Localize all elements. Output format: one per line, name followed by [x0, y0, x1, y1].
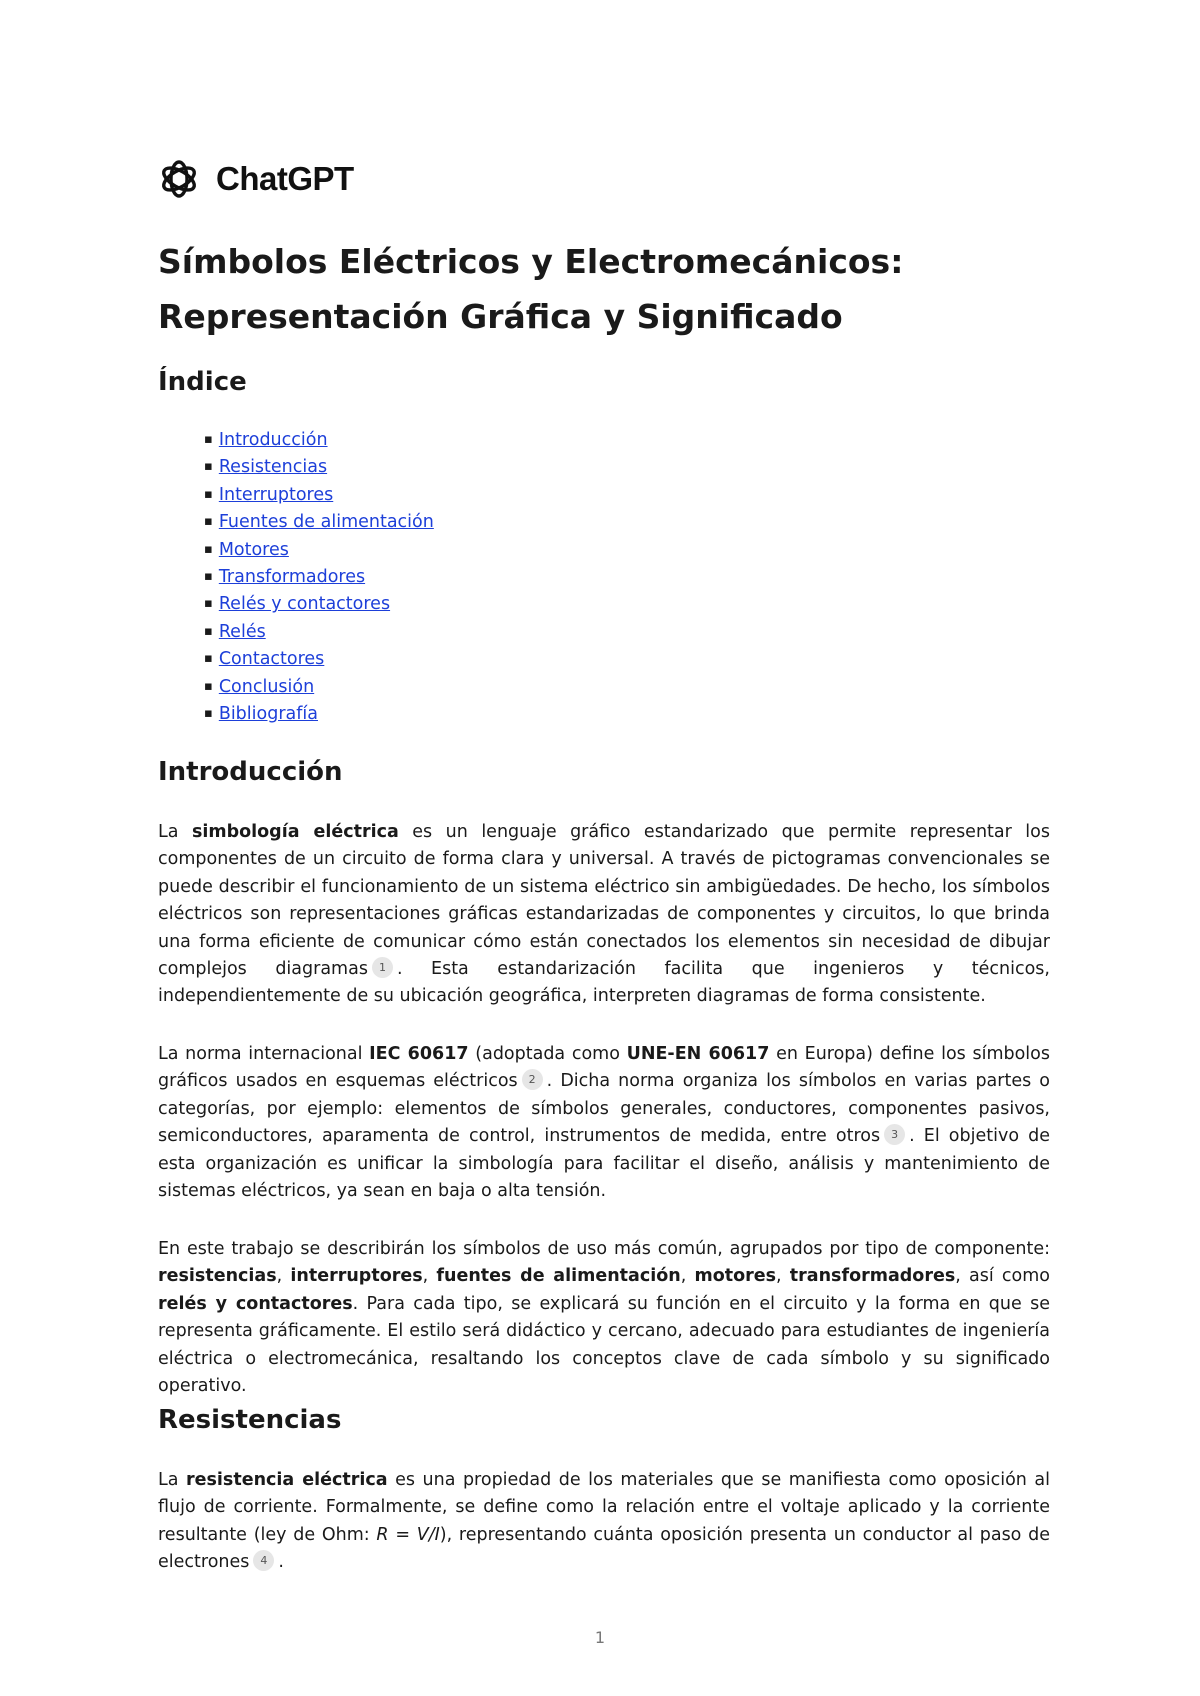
bullet-icon: ▪	[204, 568, 213, 584]
openai-logo-icon	[158, 158, 200, 200]
intro-paragraph-3: En este trabajo se describirán los símbolos de uso más común, agrupados por tipo de componente: resistencias, interruptores, fuentes de alimentación, motores, transformadores, así como relés y contactores. Para cada tipo, se explicará su función en el circuito y la forma en que se representa gráficamente. El estilo será didáctico y cercano, adecuado para estudiantes de ingeniería eléctrica o electromecánica, resaltando los conceptos clave de cada símbolo y su significado operativo.	[158, 1239, 1050, 1397]
table-of-contents	[204, 426, 434, 727]
toc-link-bibliografia[interactable]: Bibliografía	[218, 703, 318, 724]
toc-link-resistencias[interactable]: Resistencias	[218, 457, 328, 478]
toc-link-fuentes[interactable]: Fuentes de alimentación	[218, 512, 434, 533]
toc-link-reles-contactores[interactable]: Relés y contactores	[218, 594, 391, 615]
toc-item	[204, 590, 434, 617]
citation-badge[interactable]: 1	[372, 957, 393, 978]
toc-heading: Índice	[158, 367, 247, 397]
toc-item	[204, 645, 434, 672]
citation-badge[interactable]: 3	[884, 1124, 905, 1145]
toc-link-transformadores[interactable]: Transformadores	[218, 566, 366, 587]
toc-item	[204, 453, 434, 480]
page-number: 1	[594, 1628, 606, 1647]
bullet-icon: ▪	[204, 459, 213, 475]
toc-item	[204, 700, 434, 727]
bullet-icon: ▪	[204, 541, 213, 557]
toc-link-interruptores[interactable]: Interruptores	[218, 484, 334, 505]
toc-item	[204, 426, 434, 453]
section-heading-resistencias: Resistencias	[158, 1405, 342, 1435]
bullet-icon: ▪	[204, 596, 213, 612]
intro-paragraph-1: La simbología eléctrica es un lenguaje gráfico estandarizado que permite representar los componentes de un circuito de forma clara y universal. A través de pictogramas convencionales se puede describir el funcionamiento de un sistema eléctrico sin ambigüedades. De hecho, los símbolos eléctricos son representaciones gráficas estandarizadas de componentes y circuitos, lo que brinda una forma eficiente de comunicar cómo están conectados los elementos sin necesidad de dibujar complejos diagramas 1 . Esta estandarización facilita que ingenieros y técnicos, independientemente de su ubicación geográfica, interpreten diagramas de forma consistente.	[158, 822, 1050, 1007]
section-heading-introduccion: Introducción	[158, 757, 343, 787]
brand-logo	[158, 158, 354, 200]
bullet-icon: ▪	[204, 514, 213, 530]
citation-badge[interactable]: 4	[253, 1550, 274, 1571]
toc-link-conclusion[interactable]: Conclusión	[218, 676, 315, 697]
bullet-icon: ▪	[204, 651, 213, 667]
bullet-icon: ▪	[204, 705, 213, 721]
toc-link-introduccion[interactable]: Introducción	[218, 430, 328, 450]
bullet-icon: ▪	[204, 678, 213, 694]
document-title: Símbolos Eléctricos y Electromecánicos: Representación Gráfica y Significado	[158, 242, 904, 336]
toc-item	[204, 536, 434, 563]
resistencias-paragraph-1: La resistencia eléctrica es una propiedad de los materiales que se manifiesta como oposición al flujo de corriente. Formalmente, se define como la relación entre el voltaje aplicado y la corriente resultante (ley de Ohm: R = V/I), representando cuánta oposición presenta un conductor al paso de electrones 4 .	[158, 1470, 1051, 1573]
bullet-icon: ▪	[204, 432, 213, 447]
toc-item	[204, 673, 434, 700]
toc-link-motores[interactable]: Motores	[218, 539, 289, 560]
toc-link-contactores[interactable]: Contactores	[218, 649, 325, 670]
bullet-icon: ▪	[204, 486, 213, 502]
toc-item	[204, 618, 434, 645]
toc-link-reles[interactable]: Relés	[218, 621, 266, 642]
toc-item	[204, 563, 434, 590]
toc-item	[204, 508, 434, 535]
brand-name: ChatGPT	[216, 160, 354, 197]
citation-badge[interactable]: 2	[522, 1069, 543, 1090]
bullet-icon: ▪	[204, 623, 213, 639]
intro-paragraph-2: La norma internacional IEC 60617 (adoptada como UNE-EN 60617 en Europa) define los símbolos gráficos usados en esquemas eléctricos 2 . Dicha norma organiza los símbolos en varias partes o categorías, por ejemplo: elementos de símbolos generales, conductores, componentes pasivos, semiconductores, aparamenta de control, instrumentos de medida, entre otros 3 . El objetivo de esta organización es unificar la simbología para facilitar el diseño, análisis y mantenimiento de sistemas eléctricos, ya sean en baja o alta tensión.	[158, 1044, 1051, 1202]
toc-item	[204, 481, 434, 508]
